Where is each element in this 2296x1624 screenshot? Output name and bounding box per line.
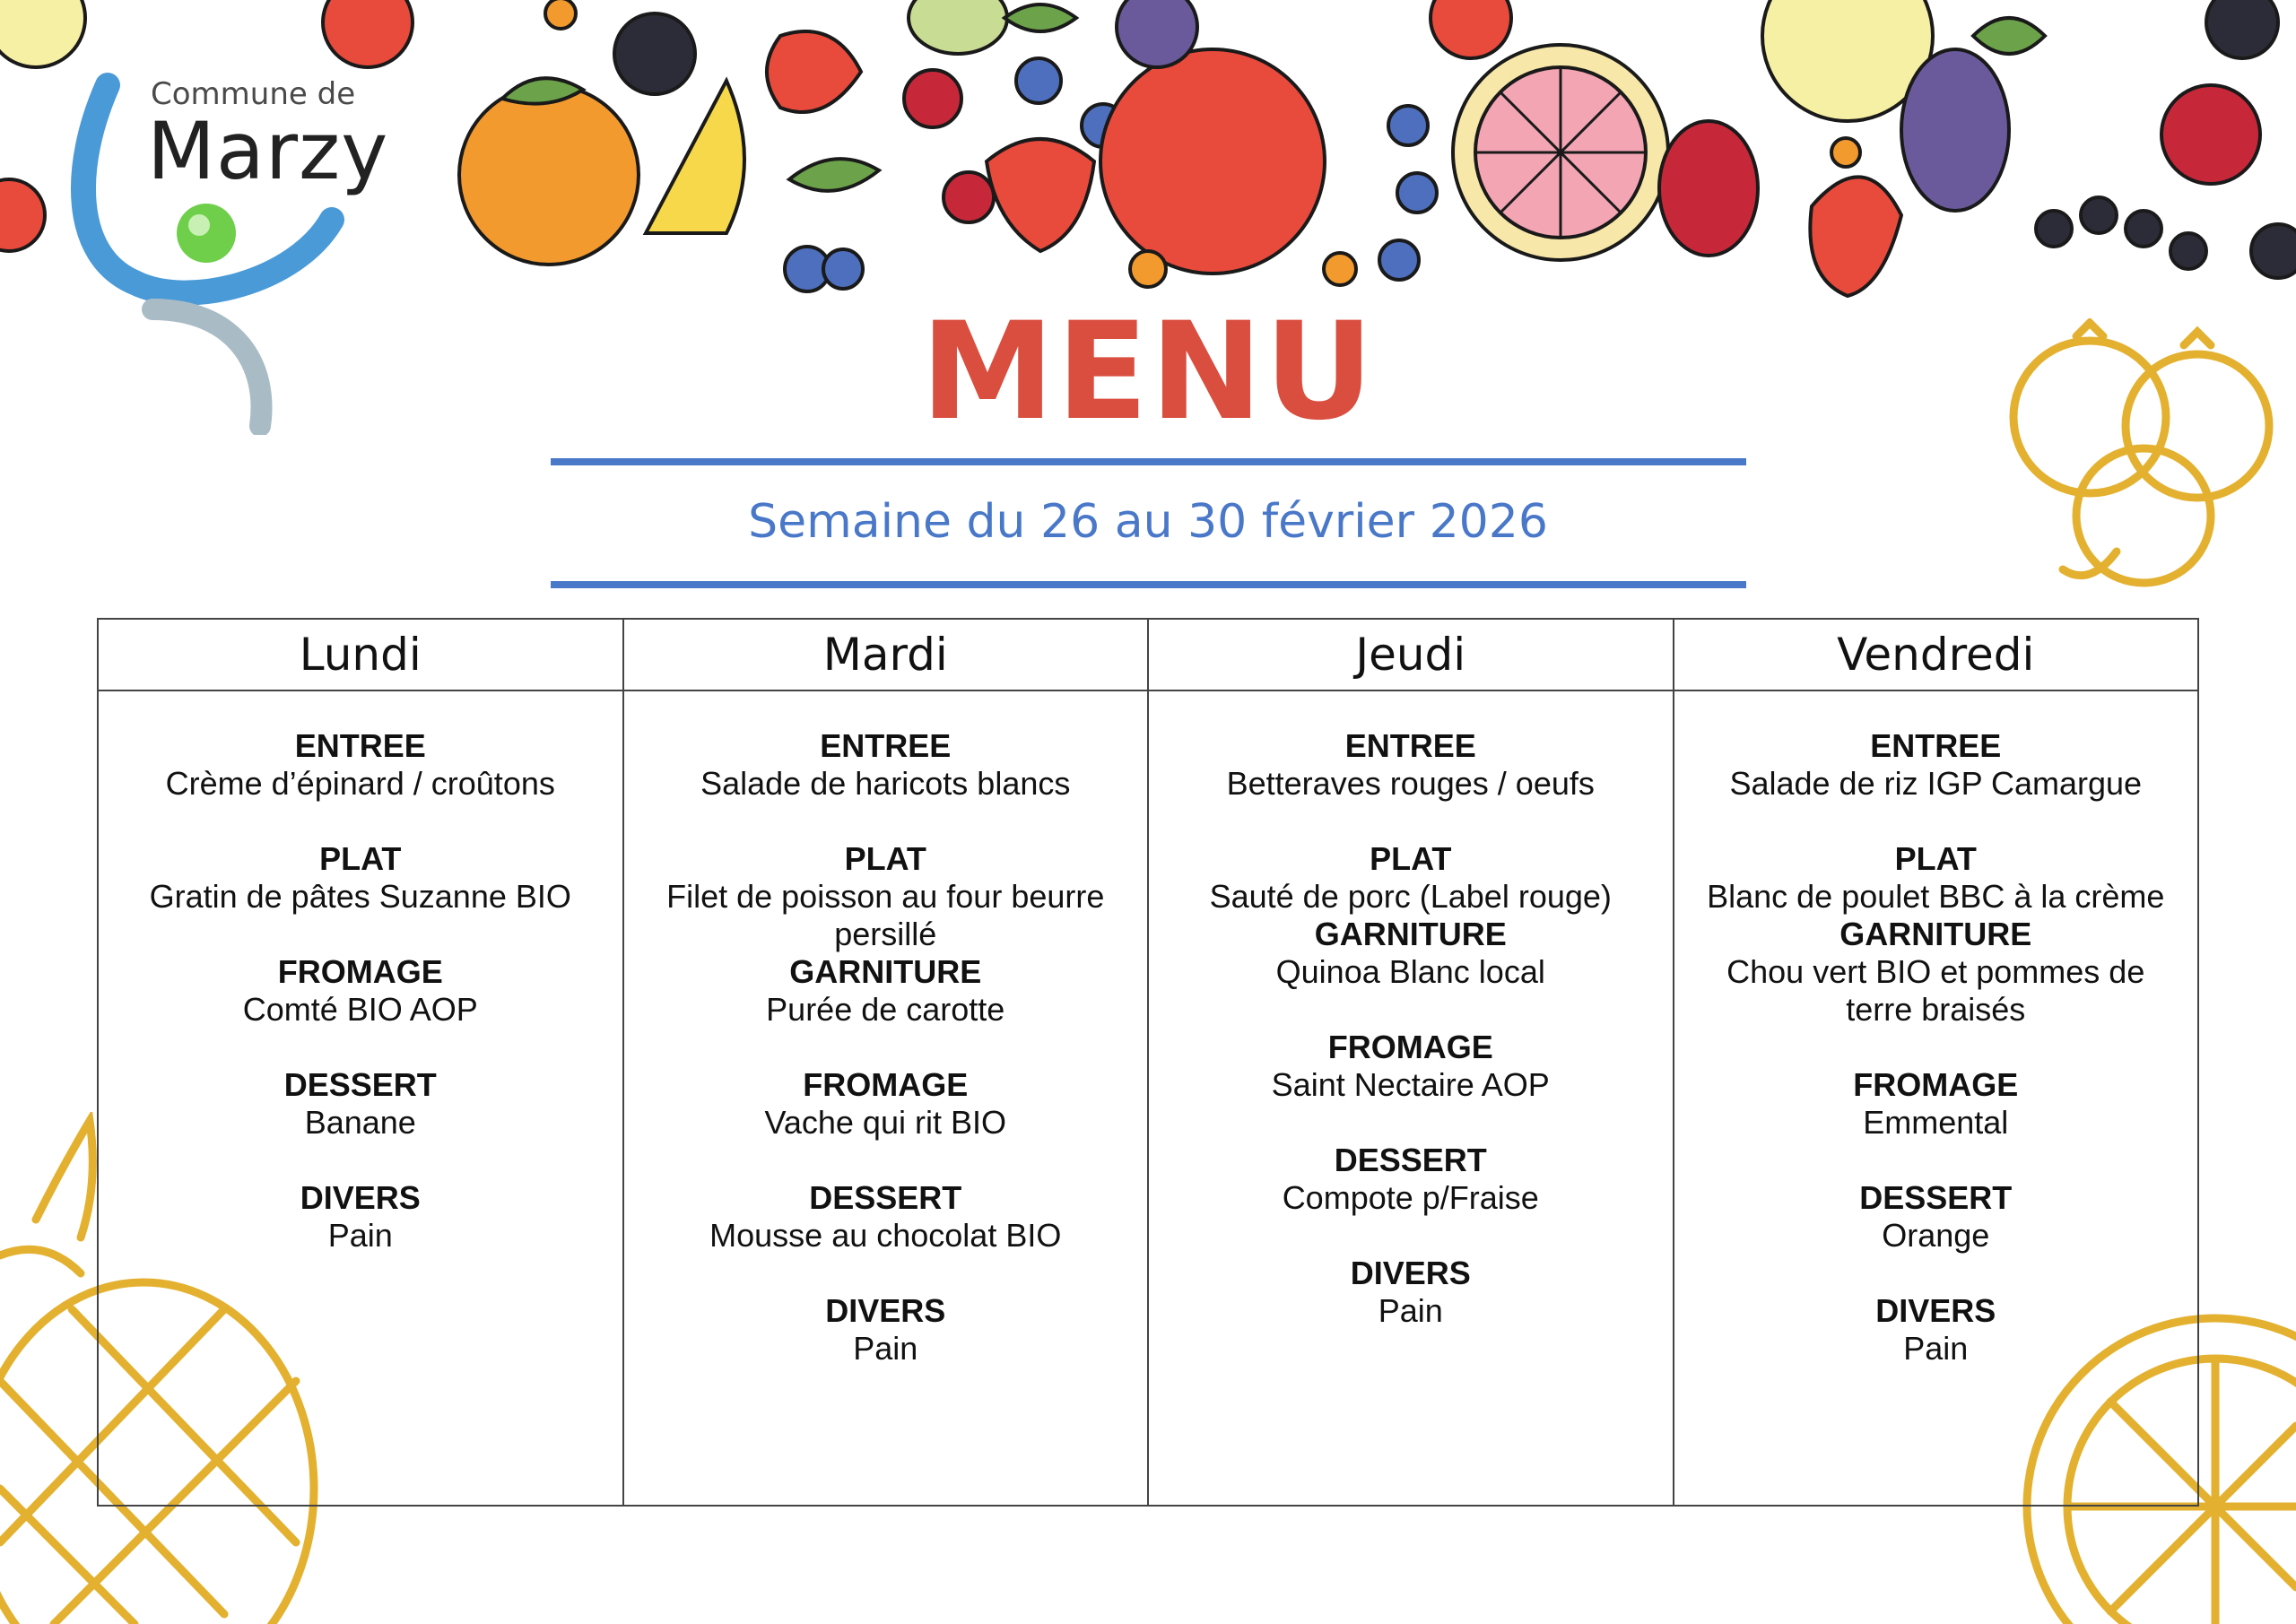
- course-label: DIVERS: [825, 1292, 946, 1329]
- course-value: Emmental: [1863, 1104, 2009, 1141]
- course-value: Comté BIO AOP: [242, 991, 478, 1028]
- course-value: Salade de riz IGP Camargue: [1729, 765, 2143, 802]
- course-label: ENTREE: [820, 727, 952, 764]
- course-label: DIVERS: [1350, 1255, 1471, 1291]
- course-value: Compote p/Fraise: [1282, 1179, 1539, 1216]
- course-plat: [624, 840, 1148, 953]
- course-value: Gratin de pâtes Suzanne BIO: [149, 878, 571, 915]
- title-divider-top: [551, 458, 1746, 465]
- day-column-jeudi: [1149, 620, 1674, 1505]
- day-header: Vendredi: [1674, 620, 2198, 691]
- course-divers: [1674, 1292, 2198, 1368]
- course-value: Vache qui rit BIO: [764, 1104, 1006, 1141]
- course-value: Pain: [853, 1330, 918, 1367]
- course-label: GARNITURE: [1839, 916, 2032, 952]
- course-label: DESSERT: [1859, 1179, 2013, 1216]
- course-label: PLAT: [1370, 840, 1452, 877]
- course-label: DESSERT: [809, 1179, 962, 1216]
- course-divers: [624, 1292, 1148, 1368]
- day-body: [1149, 691, 1673, 1368]
- day-column-lundi: [99, 620, 624, 1505]
- course-garniture: [624, 953, 1148, 1029]
- course-garniture: [1149, 916, 1673, 991]
- course-value: Quinoa Blanc local: [1275, 953, 1545, 990]
- course-value: Filet de poisson au four beurre persillé: [666, 878, 1105, 952]
- title-divider-bottom: [551, 581, 1746, 588]
- course-value: Pain: [1378, 1292, 1443, 1329]
- course-fromage: [1674, 1066, 2198, 1142]
- course-label: ENTREE: [294, 727, 426, 764]
- day-column-vendredi: [1674, 620, 2198, 1505]
- course-label: DIVERS: [300, 1179, 421, 1216]
- course-fromage: [624, 1066, 1148, 1142]
- menu-table: [97, 618, 2199, 1507]
- course-plat: [99, 840, 622, 916]
- course-label: DESSERT: [283, 1066, 437, 1103]
- course-divers: [1149, 1255, 1673, 1330]
- course-value: Blanc de poulet BBC à la crème: [1707, 878, 2165, 915]
- course-fromage: [1149, 1029, 1673, 1104]
- course-value: Saint Nectaire AOP: [1271, 1066, 1550, 1103]
- day-header: Lundi: [99, 620, 622, 691]
- course-entree: [624, 727, 1148, 803]
- course-label: GARNITURE: [1314, 916, 1507, 952]
- day-body: [624, 691, 1148, 1405]
- course-dessert: [99, 1066, 622, 1142]
- course-plat: [1149, 840, 1673, 916]
- course-value: Pain: [1903, 1330, 1969, 1367]
- day-header: Jeudi: [1149, 620, 1673, 691]
- logo-text-town: Marzy: [147, 105, 389, 197]
- course-value: Pain: [327, 1217, 393, 1254]
- course-label: DESSERT: [1334, 1142, 1487, 1178]
- day-column-mardi: [624, 620, 1150, 1505]
- day-header: Mardi: [624, 620, 1148, 691]
- course-label: FROMAGE: [1327, 1029, 1493, 1065]
- day-body: [1674, 691, 2198, 1405]
- course-fromage: [99, 953, 622, 1029]
- course-dessert: [624, 1179, 1148, 1255]
- course-plat: [1674, 840, 2198, 916]
- menu-title: MENU: [920, 294, 1376, 450]
- course-value: Purée de carotte: [766, 991, 1005, 1028]
- course-value: Mousse au chocolat BIO: [709, 1217, 1062, 1254]
- course-label: FROMAGE: [1853, 1066, 2019, 1103]
- course-entree: [1674, 727, 2198, 803]
- day-body: [99, 691, 622, 1292]
- course-value: Crème d’épinard / croûtons: [165, 765, 555, 802]
- course-label: GARNITURE: [789, 953, 982, 990]
- course-label: PLAT: [1894, 840, 1977, 877]
- course-label: FROMAGE: [277, 953, 443, 990]
- week-subtitle: Semaine du 26 au 30 février 2026: [748, 495, 1548, 549]
- course-value: Salade de haricots blancs: [700, 765, 1071, 802]
- course-value: Orange: [1882, 1217, 1990, 1254]
- course-divers: [99, 1179, 622, 1255]
- course-entree: [99, 727, 622, 803]
- course-label: PLAT: [319, 840, 402, 877]
- course-label: PLAT: [844, 840, 926, 877]
- course-entree: [1149, 727, 1673, 803]
- course-value: Sauté de porc (Label rouge): [1209, 878, 1612, 915]
- logo-text-commune: Commune de: [151, 76, 356, 112]
- course-value: Chou vert BIO et pommes de terre braisés: [1726, 953, 2145, 1028]
- course-label: ENTREE: [1344, 727, 1476, 764]
- course-value: Banane: [304, 1104, 416, 1141]
- course-label: ENTREE: [1870, 727, 2002, 764]
- course-label: DIVERS: [1875, 1292, 1996, 1329]
- course-value: Betteraves rouges / oeufs: [1226, 765, 1595, 802]
- course-dessert: [1149, 1142, 1673, 1217]
- course-dessert: [1674, 1179, 2198, 1255]
- course-label: FROMAGE: [803, 1066, 969, 1103]
- course-garniture: [1674, 916, 2198, 1029]
